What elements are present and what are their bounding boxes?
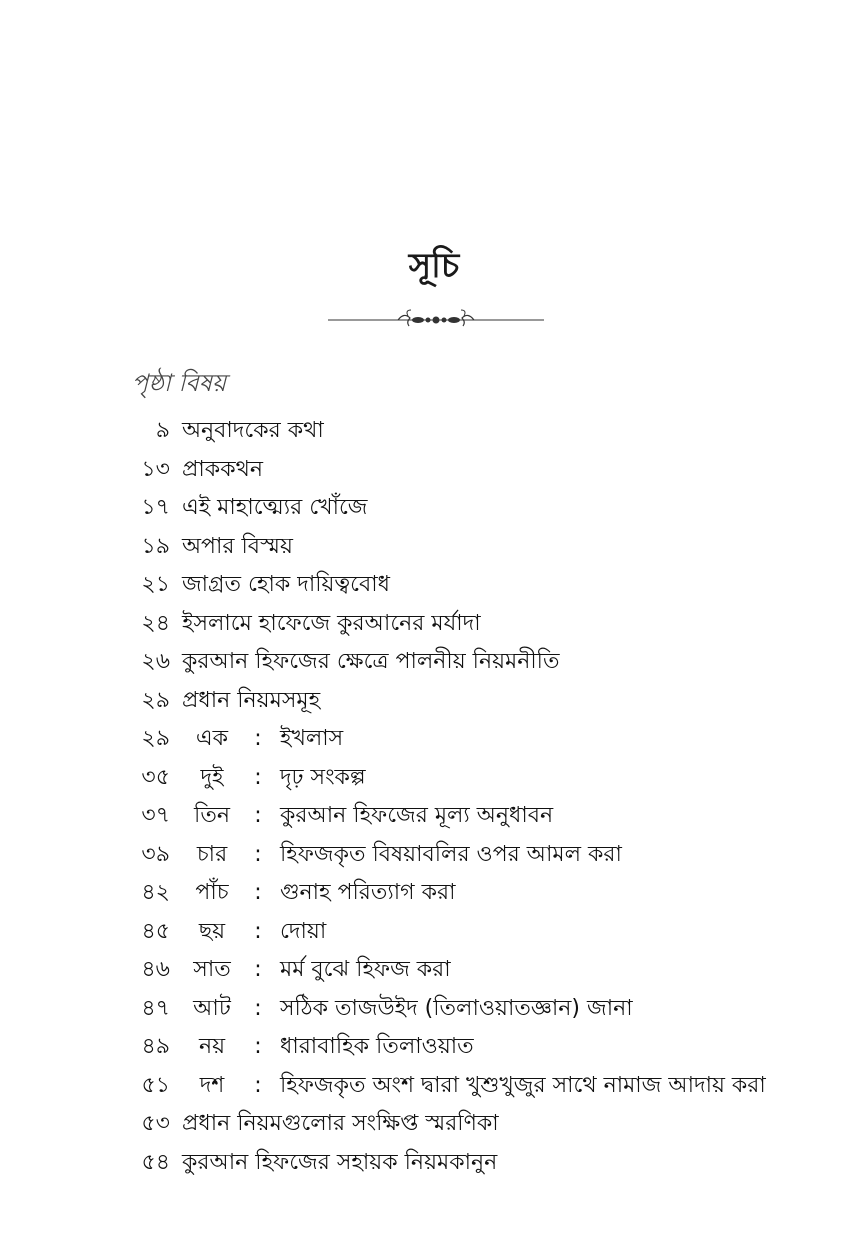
page-number: ৩৭ [141, 803, 170, 828]
toc-entry [0, 489, 868, 528]
rule-number: এক [195, 726, 229, 751]
toc-rule-entry [0, 1067, 868, 1106]
entry-title: প্রধান নিয়মসমূহ [182, 687, 321, 713]
rule-title: কুরআন হিফজের মূল্য অনুধাবন [280, 803, 554, 828]
toc-rule-entry [0, 874, 868, 913]
rule-title: ইখলাস [280, 726, 344, 751]
separator-colon: : [254, 995, 262, 1021]
separator-colon: : [254, 1034, 262, 1059]
rule-number: ছয় [198, 918, 226, 944]
separator-colon: : [254, 1072, 262, 1098]
toc-entry [0, 1105, 868, 1144]
page-number: ১৭ [141, 495, 170, 520]
rule-title: মর্ম বুঝে হিফজ করা [280, 957, 451, 982]
toc-entry [0, 605, 868, 644]
page-number: ৫৪ [141, 1149, 170, 1175]
entry-title: এই মাহাত্ম্যের খোঁজে [182, 495, 368, 520]
toc-entry [0, 1144, 868, 1183]
page-number: ৩৫ [141, 764, 170, 790]
rule-number: দশ [199, 1072, 225, 1098]
rule-title: দোয়া [280, 918, 327, 944]
subject-column-header: বিষয় [178, 369, 227, 397]
page-number: ২৯ [141, 726, 170, 751]
toc-rule-entry [0, 1028, 868, 1067]
toc-header [132, 366, 226, 400]
table-of-contents [0, 412, 868, 1182]
page-number: ৪২ [141, 880, 170, 905]
page-number: ৪৯ [141, 1034, 170, 1059]
entry-title: অপার বিস্ময় [182, 533, 293, 559]
rule-number: সাত [193, 957, 231, 982]
rule-title: গুনাহ পরিত্যাগ করা [280, 880, 456, 905]
separator-colon: : [254, 880, 262, 905]
page-number: ১৩ [141, 456, 170, 482]
toc-entry [0, 566, 868, 605]
toc-rule-entry [0, 759, 868, 798]
toc-entry [0, 643, 868, 682]
toc-rule-entry [0, 990, 868, 1029]
entry-title: কুরআন হিফজের সহায়ক নিয়মকানুন [182, 1149, 498, 1175]
page-number: ৪৬ [141, 957, 170, 982]
rule-number: আট [193, 995, 231, 1021]
toc-rule-entry [0, 720, 868, 759]
ornament-divider [328, 306, 544, 334]
entry-title: অনুবাদকের কথা [182, 418, 324, 443]
toc-rule-entry [0, 913, 868, 952]
separator-colon: : [254, 957, 262, 982]
entry-title: ইসলামে হাফেজে কুরআনের মর্যাদা [182, 610, 481, 636]
entry-title: প্রধান নিয়মগুলোর সংক্ষিপ্ত স্মরণিকা [182, 1111, 499, 1136]
toc-rule-entry [0, 836, 868, 875]
rule-title: হিফজকৃত বিষয়াবলির ওপর আমল করা [280, 841, 622, 867]
page-number: ৫৩ [141, 1111, 170, 1136]
rule-title: দৃঢ় সংকল্প [280, 764, 366, 790]
rule-title: সঠিক তাজউইদ (তিলাওয়াতজ্ঞান) জানা [280, 995, 633, 1021]
rule-title: ধারাবাহিক তিলাওয়াত [280, 1034, 474, 1059]
page-number: ২৯ [141, 687, 170, 713]
separator-colon: : [254, 764, 262, 790]
separator-colon: : [254, 726, 262, 751]
page-number: ২৬ [141, 649, 170, 674]
rule-number: পাঁচ [195, 880, 229, 905]
separator-colon: : [254, 918, 262, 944]
rule-number: তিন [194, 803, 230, 828]
entry-title: প্রাককথন [182, 456, 263, 482]
toc-entry [0, 528, 868, 567]
page-number: ৪৫ [141, 918, 170, 944]
page-number: ২৪ [141, 610, 170, 636]
toc-entry [0, 412, 868, 451]
rule-number: দুই [200, 764, 224, 790]
toc-rule-entry [0, 797, 868, 836]
rule-title: হিফজকৃত অংশ দ্বারা খুশুখুজুর সাথে নামাজ আদায় করা [280, 1072, 766, 1098]
rule-number: চার [196, 841, 228, 867]
toc-entry [0, 682, 868, 721]
page-number: ৯ [155, 418, 170, 443]
entry-title: জাগ্রত হোক দায়িত্ববোধ [182, 572, 390, 597]
rule-number: নয় [198, 1034, 226, 1059]
page-number: ৩৯ [141, 841, 170, 867]
page-number: ৫১ [141, 1072, 170, 1098]
toc-rule-entry [0, 951, 868, 990]
separator-colon: : [254, 841, 262, 867]
page-number: ৪৭ [141, 995, 170, 1021]
page-title: সূচি [408, 246, 460, 286]
toc-entry [0, 451, 868, 490]
entry-title: কুরআন হিফজের ক্ষেত্রে পালনীয় নিয়মনীতি [182, 649, 560, 674]
page-column-header: পৃষ্ঠা [132, 369, 171, 397]
page-number: ২১ [141, 572, 170, 597]
page-number: ১৯ [141, 533, 170, 559]
separator-colon: : [254, 803, 262, 828]
